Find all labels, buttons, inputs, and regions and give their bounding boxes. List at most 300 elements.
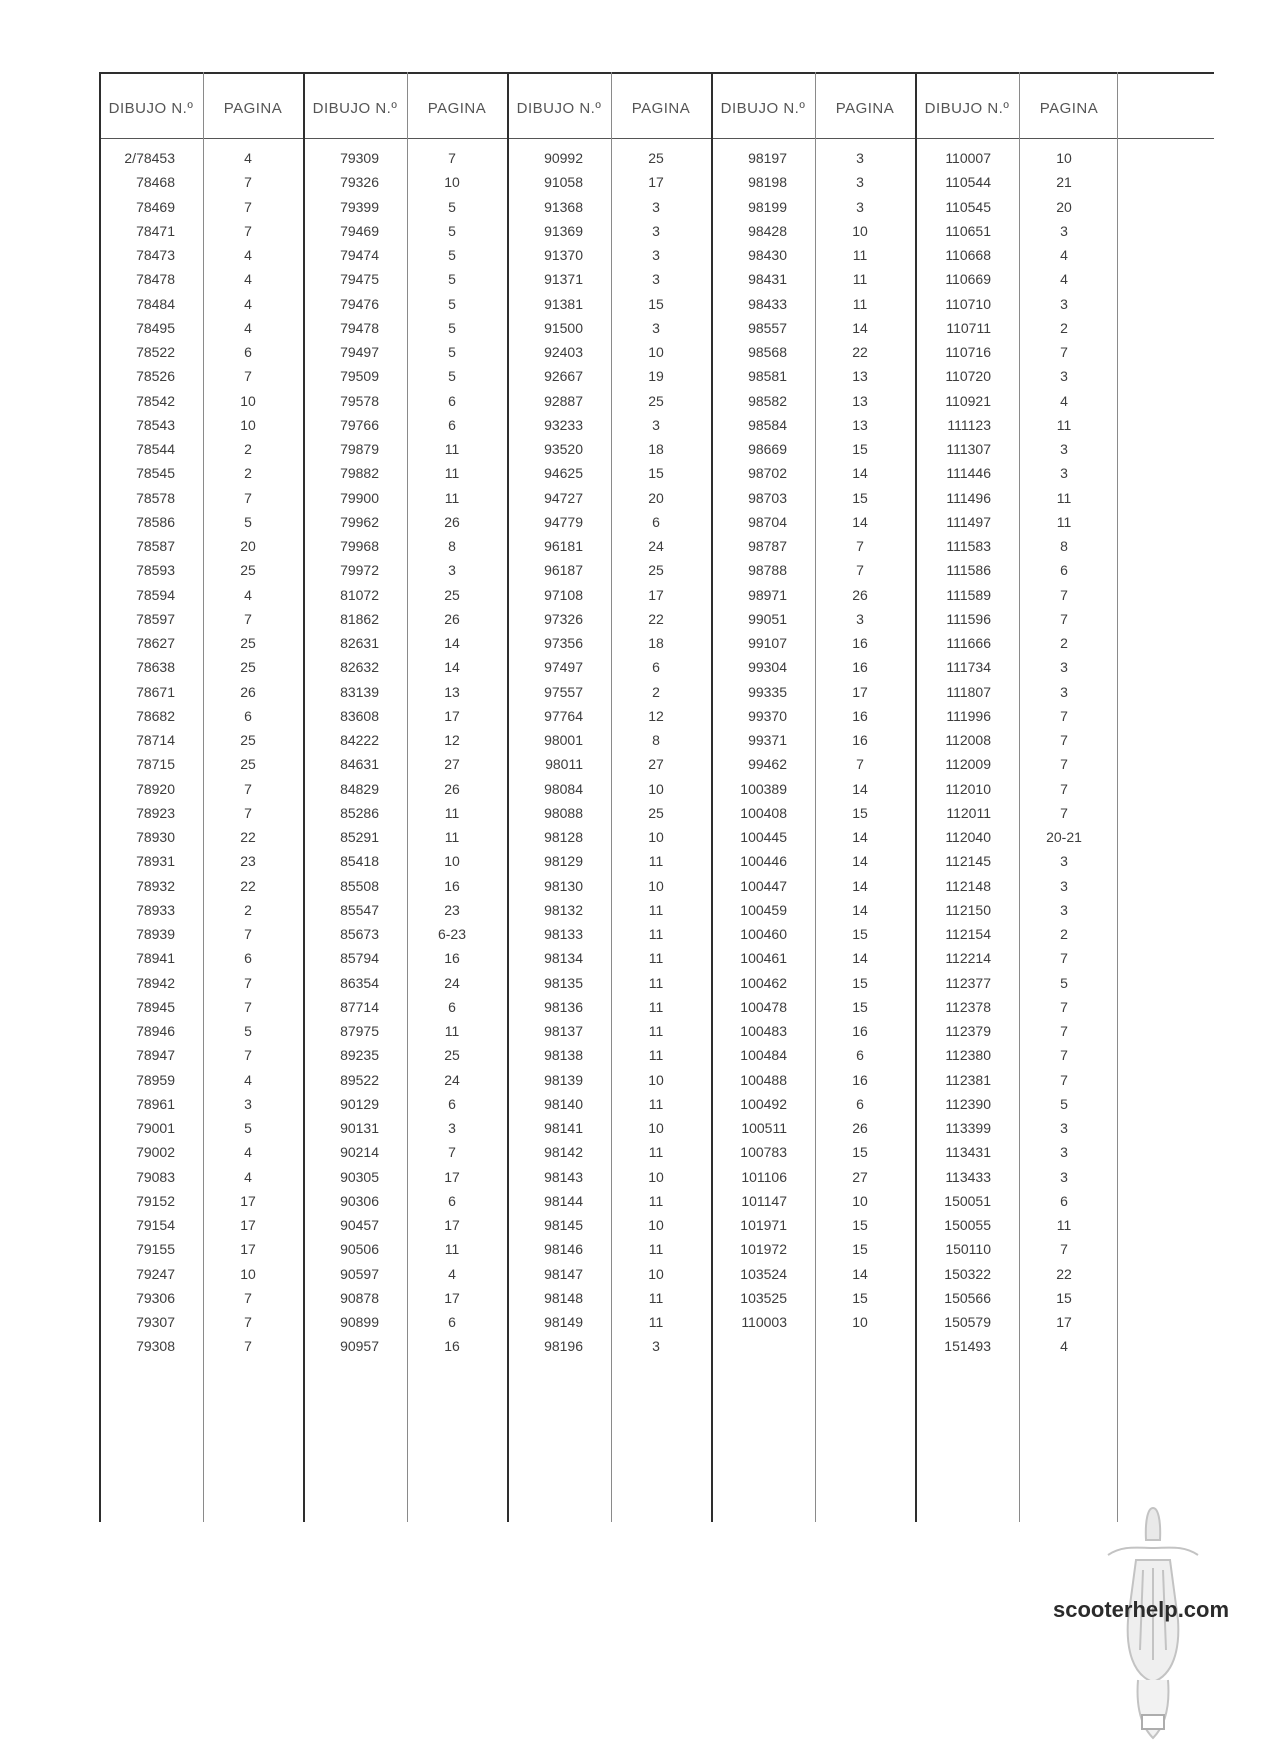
page-number-cell: 17 bbox=[648, 174, 664, 191]
drawing-number-cell: 85673 bbox=[340, 926, 379, 942]
page-number-cell: 8 bbox=[652, 732, 660, 748]
page-number-cell: 7 bbox=[1060, 1241, 1068, 1258]
page-number-cell: 27 bbox=[852, 1168, 868, 1185]
drawing-number-cell: 110720 bbox=[945, 368, 991, 385]
page-number-cell: 6 bbox=[652, 513, 660, 530]
page-number-cell: 27 bbox=[648, 756, 664, 773]
page-number-cell: 7 bbox=[244, 222, 252, 239]
drawing-number-cell: 79308 bbox=[136, 1338, 175, 1355]
page-number-cell: 3 bbox=[652, 198, 660, 215]
drawing-number-cell: 90305 bbox=[340, 1168, 379, 1185]
drawing-number-cell: 90992 bbox=[544, 150, 583, 166]
drawing-number-cell: 85547 bbox=[340, 901, 379, 918]
page-number-cell: 10 bbox=[852, 1314, 868, 1330]
drawing-number-cell: 97497 bbox=[544, 659, 583, 676]
drawing-number-cell: 98787 bbox=[748, 538, 787, 554]
page-number-cell: 4 bbox=[244, 1168, 252, 1185]
page-number-cell: 10 bbox=[648, 1217, 664, 1233]
page-number-cell: 17 bbox=[444, 1289, 460, 1306]
page-number-cell: 5 bbox=[448, 271, 456, 288]
page-number-cell: 7 bbox=[856, 756, 864, 773]
page-number-cell: 6 bbox=[244, 344, 252, 360]
drawing-number-cell: 78923 bbox=[136, 804, 175, 821]
drawing-number-cell: 98433 bbox=[748, 295, 787, 312]
page-number-cell: 6 bbox=[652, 659, 660, 676]
drawing-number-cell: 98147 bbox=[544, 1265, 583, 1282]
page-number-cell: 22 bbox=[1056, 1265, 1072, 1282]
page-number-cell: 25 bbox=[240, 756, 256, 773]
page-number-cell: 3 bbox=[1060, 901, 1068, 918]
drawing-number-cell: 78959 bbox=[136, 1071, 175, 1088]
page-number-cell: 17 bbox=[444, 1168, 460, 1185]
page-number-cell: 5 bbox=[244, 1120, 252, 1136]
page-number-cell: 14 bbox=[852, 465, 868, 482]
drawing-number-cell: 90506 bbox=[340, 1241, 379, 1258]
drawing-number-cell: 79879 bbox=[340, 441, 379, 457]
drawing-number-cell: 100447 bbox=[740, 877, 787, 894]
drawing-number-cell: 97557 bbox=[544, 683, 583, 700]
page-number-cell: 10 bbox=[648, 1120, 664, 1136]
drawing-number-cell: 78920 bbox=[136, 780, 175, 797]
page-number-cell: 20-21 bbox=[1046, 829, 1082, 845]
page-number-cell: 5 bbox=[448, 319, 456, 336]
drawing-number-cell: 78939 bbox=[136, 926, 175, 942]
page-number-cell: 7 bbox=[1060, 586, 1068, 603]
drawing-number-cell: 78671 bbox=[136, 683, 175, 700]
page-number-cell: 4 bbox=[244, 247, 252, 263]
page-number-cell: 26 bbox=[444, 780, 460, 797]
page-number-cell: 6 bbox=[1060, 1192, 1068, 1209]
drawing-number-cell: 111497 bbox=[946, 513, 991, 530]
page-number-cell: 16 bbox=[444, 950, 460, 967]
page-number-cell: 5 bbox=[448, 222, 456, 239]
page-number-cell: 21 bbox=[1056, 174, 1072, 191]
drawing-number-cell: 91371 bbox=[544, 271, 583, 288]
page-number-cell: 5 bbox=[448, 247, 456, 263]
page-number-cell: 15 bbox=[648, 295, 664, 312]
drawing-number-cell: 78638 bbox=[136, 659, 175, 676]
drawing-number-cell: 99370 bbox=[748, 707, 787, 724]
drawing-number-cell: 79001 bbox=[136, 1120, 175, 1136]
page-number-cell: 11 bbox=[648, 853, 664, 870]
page-number-cell: 2 bbox=[1060, 926, 1068, 942]
drawing-number-cell: 98134 bbox=[544, 950, 583, 967]
drawing-number-cell: 78594 bbox=[136, 586, 175, 603]
drawing-number-cell: 91369 bbox=[544, 222, 583, 239]
drawing-number-cell: 92887 bbox=[544, 392, 583, 409]
page-number-cell: 8 bbox=[1060, 538, 1068, 554]
page-number-cell: 6 bbox=[244, 950, 252, 967]
drawing-number-cell: 111446 bbox=[946, 465, 991, 482]
drawing-number-cell: 78526 bbox=[136, 368, 175, 385]
drawing-number-cell: 85291 bbox=[340, 829, 379, 845]
page-number-cell: 10 bbox=[648, 877, 664, 894]
drawing-number-cell: 91370 bbox=[544, 247, 583, 263]
page-number-cell: 3 bbox=[1060, 441, 1068, 457]
drawing-number-cell: 101147 bbox=[741, 1192, 787, 1209]
page-number-cell: 3 bbox=[244, 1095, 252, 1112]
drawing-number-cell: 2/78453 bbox=[124, 150, 175, 166]
page-number-cell: 4 bbox=[244, 1144, 252, 1161]
page-number-cell: 7 bbox=[1060, 1047, 1068, 1064]
drawing-number-cell: 150110 bbox=[945, 1241, 991, 1258]
page-number-cell: 14 bbox=[852, 829, 868, 845]
page-number-cell: 2 bbox=[1060, 319, 1068, 336]
page-number-cell: 6 bbox=[448, 392, 456, 409]
page-number-cell: 14 bbox=[852, 780, 868, 797]
drawing-number-cell: 98128 bbox=[544, 829, 583, 845]
drawing-number-cell: 97764 bbox=[544, 707, 583, 724]
drawing-number-cell: 79155 bbox=[136, 1241, 175, 1258]
drawing-number-cell: 113399 bbox=[945, 1120, 991, 1136]
page-number-cell: 3 bbox=[448, 562, 456, 579]
drawing-number-cell: 79968 bbox=[340, 538, 379, 554]
drawing-number-cell: 100511 bbox=[741, 1120, 787, 1136]
drawing-number-cell: 98138 bbox=[544, 1047, 583, 1064]
drawing-number-cell: 84222 bbox=[340, 732, 379, 748]
drawing-number-cell: 79247 bbox=[136, 1265, 175, 1282]
page-number-cell: 2 bbox=[244, 441, 252, 457]
drawing-number-cell: 79469 bbox=[340, 222, 379, 239]
page-number-cell: 26 bbox=[852, 586, 868, 603]
page-number-cell: 11 bbox=[648, 950, 664, 967]
drawing-number-cell: 101972 bbox=[740, 1241, 787, 1258]
drawing-number-cell: 150566 bbox=[944, 1289, 991, 1306]
page-number-cell: 7 bbox=[1060, 707, 1068, 724]
page-number-cell: 11 bbox=[648, 1047, 664, 1064]
drawing-number-cell: 101106 bbox=[741, 1168, 787, 1185]
page-number-cell: 2 bbox=[1060, 635, 1068, 651]
drawing-number-cell: 110711 bbox=[946, 319, 991, 336]
page-number-cell: 16 bbox=[444, 877, 460, 894]
page-number-cell: 11 bbox=[648, 1289, 664, 1306]
page-number-cell: 25 bbox=[240, 562, 256, 579]
page-number-cell: 3 bbox=[652, 222, 660, 239]
drawing-number-cell: 150579 bbox=[944, 1314, 991, 1330]
drawing-number-cell: 79509 bbox=[340, 368, 379, 385]
drawing-number-cell: 90129 bbox=[340, 1095, 379, 1112]
page-number-cell: 4 bbox=[244, 271, 252, 288]
drawing-number-cell: 98135 bbox=[544, 974, 583, 991]
drawing-number-cell: 112150 bbox=[945, 901, 991, 918]
header-drawing-number: DIBUJO N.º bbox=[108, 100, 194, 117]
drawing-number-cell: 112381 bbox=[945, 1071, 991, 1088]
page-number-cell: 11 bbox=[1056, 1217, 1072, 1233]
page-number-cell: 5 bbox=[448, 368, 456, 385]
page-number-cell: 4 bbox=[1060, 392, 1068, 409]
page-number-cell: 7 bbox=[856, 562, 864, 579]
page-number-cell: 11 bbox=[648, 998, 664, 1015]
page-number-cell: 3 bbox=[1060, 1144, 1068, 1161]
page-number-cell: 12 bbox=[444, 732, 460, 748]
page-number-cell: 10 bbox=[648, 1265, 664, 1282]
drawing-number-cell: 112145 bbox=[945, 853, 991, 870]
table-header-rule bbox=[99, 138, 1214, 139]
page-number-cell: 16 bbox=[852, 1023, 868, 1039]
drawing-number-cell: 79306 bbox=[136, 1289, 175, 1306]
drawing-number-cell: 101971 bbox=[740, 1217, 787, 1233]
page-number-cell: 7 bbox=[1060, 732, 1068, 748]
drawing-number-cell: 112011 bbox=[946, 804, 991, 821]
drawing-number-cell: 98581 bbox=[748, 368, 787, 385]
page-number-cell: 7 bbox=[856, 538, 864, 554]
drawing-number-cell: 79152 bbox=[136, 1192, 175, 1209]
drawing-number-cell: 111666 bbox=[946, 635, 991, 651]
drawing-number-cell: 98557 bbox=[748, 319, 787, 336]
page-number-cell: 11 bbox=[444, 829, 460, 845]
drawing-number-cell: 112377 bbox=[945, 974, 991, 991]
page-number-cell: 5 bbox=[1060, 974, 1068, 991]
page-number-cell: 10 bbox=[648, 1168, 664, 1185]
drawing-number-cell: 78542 bbox=[136, 392, 175, 409]
drawing-number-cell: 78682 bbox=[136, 707, 175, 724]
page-number-cell: 3 bbox=[1060, 1120, 1068, 1136]
drawing-number-cell: 100408 bbox=[740, 804, 787, 821]
page-number-cell: 11 bbox=[648, 1314, 664, 1330]
drawing-number-cell: 79882 bbox=[340, 465, 379, 482]
page-number-cell: 25 bbox=[648, 392, 664, 409]
page-number-cell: 4 bbox=[1060, 1338, 1068, 1355]
drawing-number-cell: 79083 bbox=[136, 1168, 175, 1185]
page-number-cell: 11 bbox=[852, 247, 868, 263]
page-number-cell: 14 bbox=[852, 319, 868, 336]
page-number-cell: 7 bbox=[244, 974, 252, 991]
drawing-number-cell: 90457 bbox=[340, 1217, 379, 1233]
drawing-number-cell: 89235 bbox=[340, 1047, 379, 1064]
drawing-number-cell: 111807 bbox=[946, 683, 991, 700]
drawing-number-cell: 79478 bbox=[340, 319, 379, 336]
page-number-cell: 25 bbox=[444, 1047, 460, 1064]
drawing-number-cell: 110545 bbox=[945, 198, 991, 215]
page-number-cell: 15 bbox=[852, 974, 868, 991]
page-number-cell: 20 bbox=[648, 489, 664, 506]
drawing-number-cell: 79972 bbox=[340, 562, 379, 579]
drawing-number-cell: 99304 bbox=[748, 659, 787, 676]
drawing-number-cell: 111596 bbox=[946, 610, 991, 627]
drawing-number-cell: 112378 bbox=[945, 998, 991, 1015]
page-number-cell: 23 bbox=[444, 901, 460, 918]
page-number-cell: 14 bbox=[852, 1265, 868, 1282]
header-drawing-number: DIBUJO N.º bbox=[924, 100, 1010, 117]
drawing-number-cell: 85508 bbox=[340, 877, 379, 894]
drawing-number-cell: 100459 bbox=[740, 901, 787, 918]
drawing-number-cell: 112009 bbox=[945, 756, 991, 773]
page-number-cell: 10 bbox=[240, 1265, 256, 1282]
page-number-cell: 7 bbox=[1060, 998, 1068, 1015]
drawing-number-cell: 100446 bbox=[740, 853, 787, 870]
drawing-number-cell: 98704 bbox=[748, 513, 787, 530]
page-number-cell: 16 bbox=[852, 732, 868, 748]
page-number-cell: 10 bbox=[648, 344, 664, 360]
drawing-number-cell: 112040 bbox=[945, 829, 991, 845]
drawing-number-cell: 79578 bbox=[340, 392, 379, 409]
drawing-number-cell: 111734 bbox=[946, 659, 991, 676]
page-number-cell: 2 bbox=[244, 901, 252, 918]
page-number-cell: 17 bbox=[444, 707, 460, 724]
page-number-cell: 6 bbox=[448, 1192, 456, 1209]
page-number-cell: 11 bbox=[444, 1023, 460, 1039]
drawing-number-cell: 99335 bbox=[748, 683, 787, 700]
drawing-number-cell: 83608 bbox=[340, 707, 379, 724]
page-number-cell: 10 bbox=[648, 829, 664, 845]
page-number-cell: 11 bbox=[648, 926, 664, 942]
page-number-cell: 5 bbox=[448, 295, 456, 312]
page-number-cell: 17 bbox=[240, 1217, 256, 1233]
drawing-number-cell: 98011 bbox=[545, 756, 583, 773]
page-number-cell: 11 bbox=[648, 974, 664, 991]
drawing-number-cell: 79326 bbox=[340, 174, 379, 191]
drawing-number-cell: 98431 bbox=[748, 271, 787, 288]
drawing-number-cell: 100483 bbox=[740, 1023, 787, 1039]
drawing-number-cell: 98582 bbox=[748, 392, 787, 409]
page-number-cell: 7 bbox=[244, 1314, 252, 1330]
drawing-number-cell: 90899 bbox=[340, 1314, 379, 1330]
page-number-cell: 4 bbox=[1060, 271, 1068, 288]
page-number-cell: 8 bbox=[448, 538, 456, 554]
drawing-number-cell: 93233 bbox=[544, 416, 583, 433]
page-number-cell: 11 bbox=[852, 271, 868, 288]
page-number-cell: 24 bbox=[648, 538, 664, 554]
header-drawing-number: DIBUJO N.º bbox=[720, 100, 806, 117]
page-number-cell: 15 bbox=[852, 1217, 868, 1233]
drawing-number-cell: 98428 bbox=[748, 222, 787, 239]
page-number-cell: 3 bbox=[1060, 659, 1068, 676]
drawing-number-cell: 110669 bbox=[945, 271, 991, 288]
page-number-cell: 7 bbox=[1060, 1071, 1068, 1088]
drawing-number-cell: 100462 bbox=[740, 974, 787, 991]
page-number-cell: 2 bbox=[244, 465, 252, 482]
page-number-cell: 10 bbox=[852, 222, 868, 239]
drawing-number-cell: 78587 bbox=[136, 538, 175, 554]
page-number-cell: 11 bbox=[1056, 489, 1072, 506]
header-drawing-number: DIBUJO N.º bbox=[312, 100, 398, 117]
drawing-number-cell: 89522 bbox=[340, 1071, 379, 1088]
drawing-number-cell: 78484 bbox=[136, 295, 175, 312]
drawing-number-cell: 112010 bbox=[945, 780, 991, 797]
page-number-cell: 6 bbox=[448, 1314, 456, 1330]
page-number-cell: 3 bbox=[1060, 853, 1068, 870]
drawing-number-cell: 111586 bbox=[946, 562, 991, 579]
page-number-cell: 7 bbox=[1060, 1023, 1068, 1039]
drawing-number-cell: 96181 bbox=[544, 538, 583, 554]
drawing-number-cell: 98132 bbox=[544, 901, 583, 918]
drawing-number-cell: 150051 bbox=[944, 1192, 991, 1209]
page-number-cell: 10 bbox=[444, 174, 460, 191]
drawing-number-cell: 98196 bbox=[544, 1338, 583, 1355]
drawing-number-cell: 78586 bbox=[136, 513, 175, 530]
page-number-cell: 17 bbox=[648, 586, 664, 603]
drawing-page-index-table bbox=[99, 72, 1214, 1522]
header-page: PAGINA bbox=[835, 100, 895, 117]
page-number-cell: 10 bbox=[444, 853, 460, 870]
drawing-number-cell: 78941 bbox=[136, 950, 175, 967]
drawing-number-cell: 81072 bbox=[340, 586, 379, 603]
header-page: PAGINA bbox=[427, 100, 487, 117]
page-number-cell: 3 bbox=[652, 271, 660, 288]
page-number-cell: 11 bbox=[648, 901, 664, 918]
drawing-number-cell: 100389 bbox=[740, 780, 787, 797]
drawing-number-cell: 78468 bbox=[136, 174, 175, 191]
page-number-cell: 11 bbox=[1056, 416, 1072, 433]
page-number-cell: 3 bbox=[1060, 222, 1068, 239]
drawing-number-cell: 110921 bbox=[945, 392, 991, 409]
header-drawing-number: DIBUJO N.º bbox=[516, 100, 602, 117]
page-number-cell: 4 bbox=[244, 295, 252, 312]
page-number-cell: 20 bbox=[1056, 198, 1072, 215]
page-number-cell: 6 bbox=[448, 1095, 456, 1112]
drawing-number-cell: 99051 bbox=[748, 610, 787, 627]
page-number-cell: 14 bbox=[852, 877, 868, 894]
page-number-cell: 6 bbox=[244, 707, 252, 724]
drawing-number-cell: 111589 bbox=[946, 586, 991, 603]
drawing-number-cell: 111996 bbox=[946, 707, 991, 724]
drawing-number-cell: 79002 bbox=[136, 1144, 175, 1161]
drawing-number-cell: 85794 bbox=[340, 950, 379, 967]
page-number-cell: 10 bbox=[648, 1071, 664, 1088]
drawing-number-cell: 94727 bbox=[544, 489, 583, 506]
page-number-cell: 25 bbox=[240, 635, 256, 651]
drawing-number-cell: 98584 bbox=[748, 416, 787, 433]
page-number-cell: 16 bbox=[852, 707, 868, 724]
drawing-number-cell: 90957 bbox=[340, 1338, 379, 1355]
page-number-cell: 25 bbox=[648, 804, 664, 821]
page-number-cell: 19 bbox=[648, 368, 664, 385]
page-number-cell: 17 bbox=[240, 1192, 256, 1209]
page-number-cell: 6 bbox=[856, 1095, 864, 1112]
page-number-cell: 3 bbox=[856, 150, 864, 166]
drawing-number-cell: 98197 bbox=[748, 150, 787, 166]
page-number-cell: 18 bbox=[648, 635, 664, 651]
page-number-cell: 7 bbox=[1060, 780, 1068, 797]
drawing-number-cell: 98142 bbox=[544, 1144, 583, 1161]
page-number-cell: 15 bbox=[852, 998, 868, 1015]
page-number-cell: 17 bbox=[444, 1217, 460, 1233]
page-number-cell: 26 bbox=[240, 683, 256, 700]
page-number-cell: 22 bbox=[852, 344, 868, 360]
drawing-number-cell: 91368 bbox=[544, 198, 583, 215]
page-number-cell: 4 bbox=[244, 319, 252, 336]
drawing-number-cell: 78544 bbox=[136, 441, 175, 457]
drawing-number-cell: 110716 bbox=[945, 344, 991, 360]
drawing-number-cell: 98669 bbox=[748, 441, 787, 457]
page-number-cell: 7 bbox=[244, 489, 252, 506]
drawing-number-cell: 79307 bbox=[136, 1314, 175, 1330]
page-number-cell: 22 bbox=[240, 877, 256, 894]
drawing-number-cell: 100488 bbox=[740, 1071, 787, 1088]
drawing-number-cell: 98788 bbox=[748, 562, 787, 579]
drawing-number-cell: 150322 bbox=[944, 1265, 991, 1282]
page-number-cell: 3 bbox=[856, 198, 864, 215]
page-number-cell: 7 bbox=[244, 780, 252, 797]
page-number-cell: 17 bbox=[240, 1241, 256, 1258]
drawing-number-cell: 150055 bbox=[944, 1217, 991, 1233]
drawing-number-cell: 79399 bbox=[340, 198, 379, 215]
page-number-cell: 7 bbox=[448, 1144, 456, 1161]
drawing-number-cell: 100783 bbox=[740, 1144, 787, 1161]
drawing-number-cell: 112390 bbox=[945, 1095, 991, 1112]
page-number-cell: 3 bbox=[1060, 368, 1068, 385]
page-number-cell: 22 bbox=[648, 610, 664, 627]
page-number-cell: 3 bbox=[1060, 877, 1068, 894]
page-number-cell: 11 bbox=[648, 1192, 664, 1209]
drawing-number-cell: 99107 bbox=[748, 635, 787, 651]
page-number-cell: 11 bbox=[444, 489, 460, 506]
drawing-number-cell: 78942 bbox=[136, 974, 175, 991]
page-number-cell: 15 bbox=[852, 1144, 868, 1161]
drawing-number-cell: 98145 bbox=[544, 1217, 583, 1233]
drawing-number-cell: 87975 bbox=[340, 1023, 379, 1039]
page-number-cell: 3 bbox=[652, 247, 660, 263]
